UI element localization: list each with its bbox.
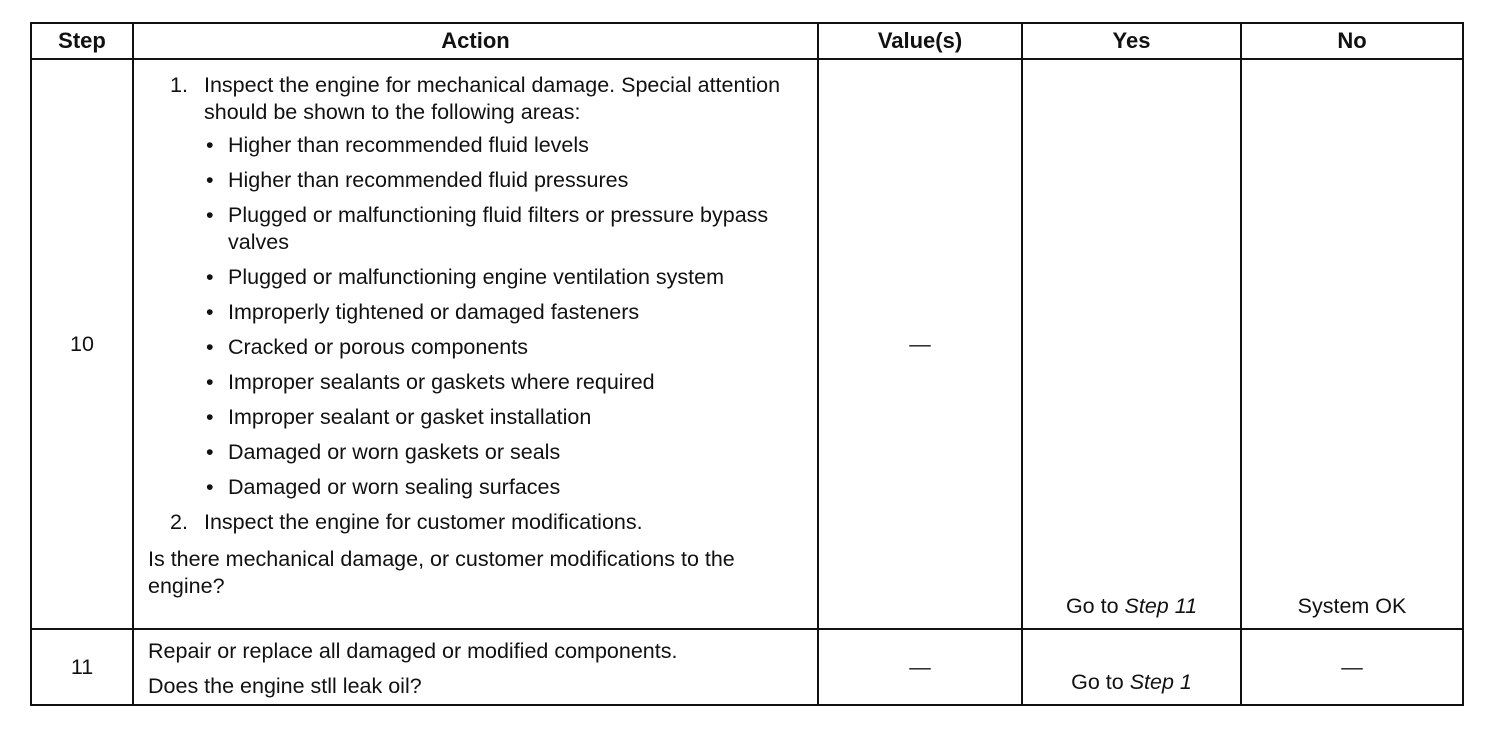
bullet-item <box>206 369 807 396</box>
item-number: 2. <box>170 510 188 534</box>
header-action: Action <box>133 23 818 59</box>
value-cell <box>818 59 1022 629</box>
bullet-icon: • <box>206 133 214 157</box>
bullet-icon: • <box>206 370 214 394</box>
bullet-item <box>206 474 807 501</box>
value-dash: — <box>909 331 931 356</box>
bullet-icon: • <box>206 265 214 289</box>
numbered-item-1 <box>148 72 807 126</box>
item-text: Inspect the engine for customer modifications. <box>204 510 643 534</box>
bullet-text: Higher than recommended fluid levels <box>228 133 589 157</box>
bullet-item <box>206 202 807 256</box>
yes-cell <box>1022 59 1241 629</box>
bullet-item <box>206 439 807 466</box>
value-cell <box>818 629 1022 705</box>
item-number: 1. <box>170 73 188 97</box>
bullet-icon: • <box>206 440 214 464</box>
bullet-icon: • <box>206 203 214 227</box>
yes-step-link[interactable]: Step 11 <box>1124 594 1198 618</box>
header-step: Step <box>31 23 133 59</box>
step-number: 10 <box>31 59 133 629</box>
yes-cell <box>1022 629 1241 705</box>
header-row <box>31 23 1463 59</box>
yes-go-to-text: Go to <box>1071 670 1124 694</box>
bullet-text: Improper sealants or gaskets where required <box>228 370 655 394</box>
item-text: Inspect the engine for mechanical damage. Special attention should be shown to the following areas: <box>204 73 781 124</box>
bullet-item <box>206 334 807 361</box>
bullet-text: Cracked or porous components <box>228 335 528 359</box>
step-number: 11 <box>31 629 133 705</box>
bullet-item <box>206 404 807 431</box>
action-cell <box>133 59 818 629</box>
bullet-text: Damaged or worn sealing surfaces <box>228 475 561 499</box>
bullet-text: Damaged or worn gaskets or seals <box>228 440 561 464</box>
bullet-text: Plugged or malfunctioning engine ventilation system <box>228 265 724 289</box>
bullet-item <box>206 299 807 326</box>
bullet-text: Improper sealant or gasket installation <box>228 405 592 429</box>
diagnostic-step-table <box>30 22 1464 706</box>
bullet-icon: • <box>206 300 214 324</box>
bullet-text: Plugged or malfunctioning fluid filters or pressure bypass valves <box>228 203 769 254</box>
header-yes: Yes <box>1022 23 1241 59</box>
action-cell <box>133 629 818 705</box>
no-cell <box>1241 629 1463 705</box>
bullet-text: Improperly tightened or damaged fasteners <box>228 300 640 324</box>
yes-step-link[interactable]: Step 1 <box>1129 670 1192 694</box>
action-instruction: Repair or replace all damaged or modified components. <box>148 639 678 663</box>
header-values: Value(s) <box>818 23 1022 59</box>
bullet-item <box>206 167 807 194</box>
bullet-icon: • <box>206 335 214 359</box>
step-question: Does the engine stll leak oil? <box>148 674 422 698</box>
value-dash: — <box>909 654 931 679</box>
no-cell <box>1241 59 1463 629</box>
bullet-icon: • <box>206 168 214 192</box>
bullet-item <box>206 132 807 159</box>
yes-go-to-text: Go to <box>1065 594 1119 618</box>
numbered-item-2 <box>148 509 807 536</box>
bullet-icon: • <box>206 405 214 429</box>
bullet-icon: • <box>206 475 214 499</box>
no-result-text: System OK <box>1297 594 1407 618</box>
header-no: No <box>1241 23 1463 59</box>
inspection-bullet-list <box>148 132 807 501</box>
step-question: Is there mechanical damage, or customer modifications to the engine? <box>148 547 735 598</box>
bullet-text: Higher than recommended fluid pressures <box>228 168 629 192</box>
bullet-item <box>206 264 807 291</box>
table-row-step-11 <box>31 629 1463 705</box>
no-dash: — <box>1341 654 1363 679</box>
table-row-step-10 <box>31 59 1463 629</box>
